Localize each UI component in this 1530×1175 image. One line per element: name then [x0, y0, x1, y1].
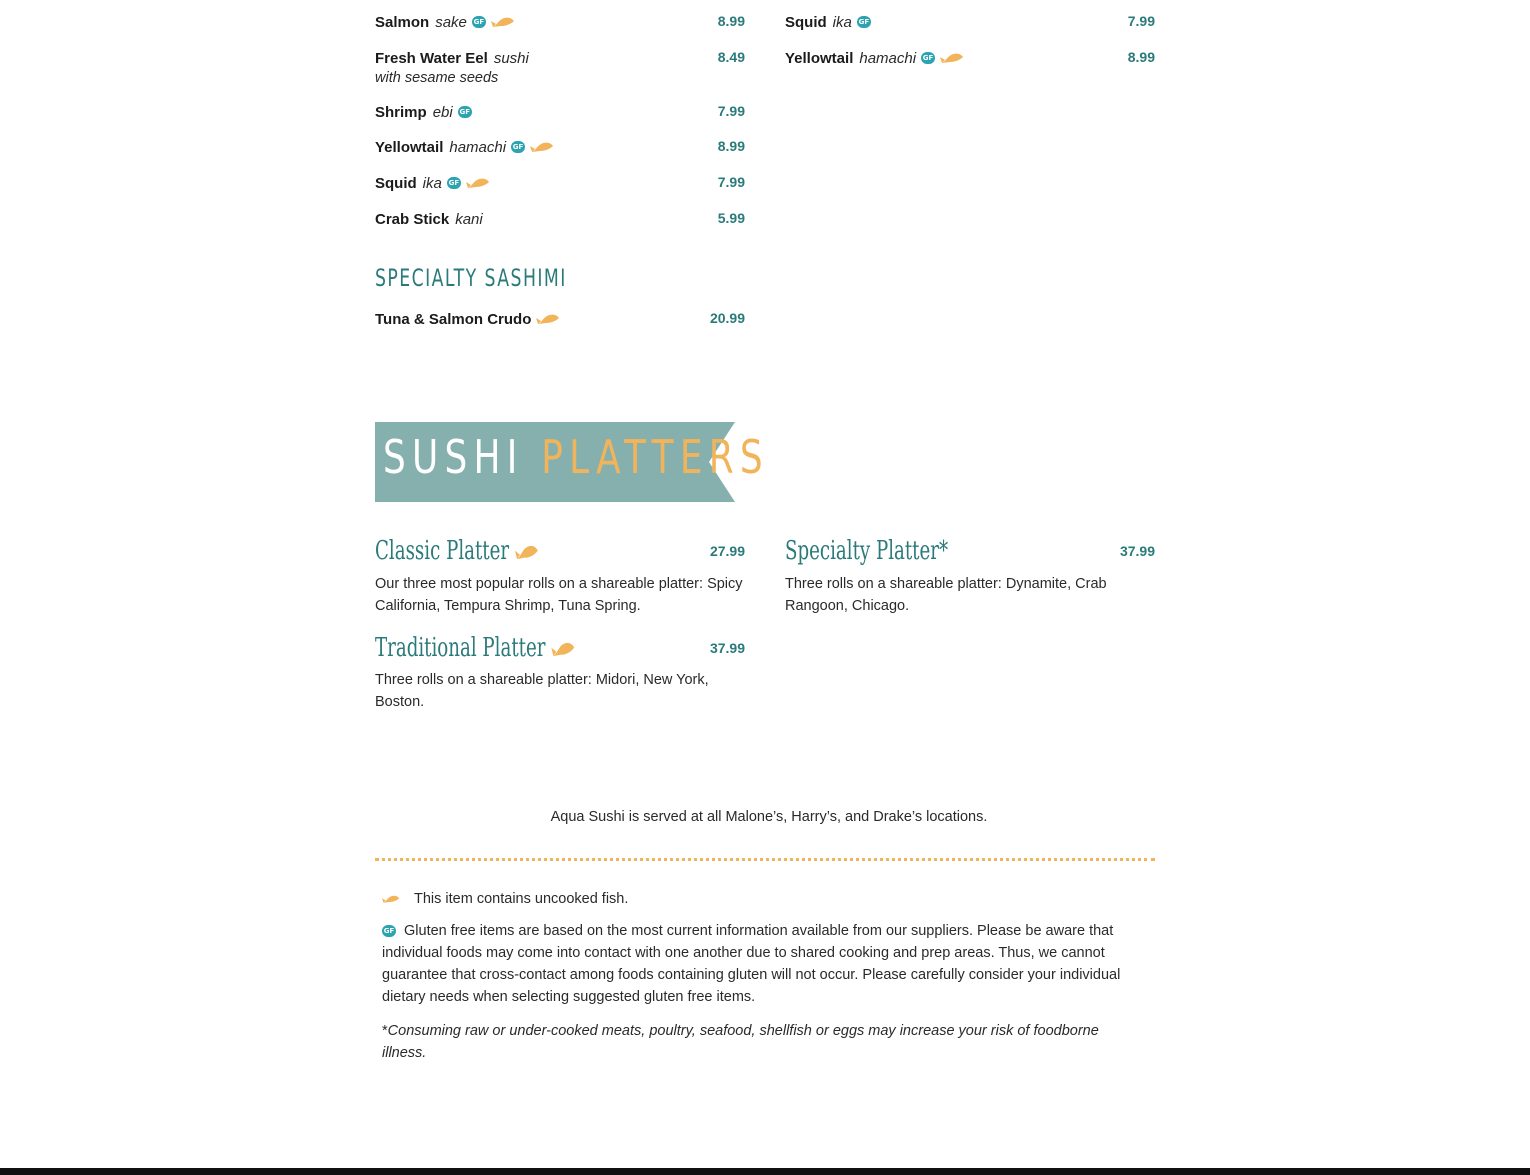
gluten-free-icon: GF — [858, 18, 870, 26]
menu-item-shrimp — [375, 101, 472, 123]
gluten-free-icon: GF — [459, 108, 470, 116]
menu-item-yellowtail — [785, 47, 964, 69]
platter-title-classic — [375, 536, 539, 566]
legend-fish-text: This item contains uncooked fish. — [414, 891, 629, 907]
item-name: Yellowtail — [785, 49, 854, 67]
platter-description: Three rolls on a shareable platter: Midori, New York, Boston. — [375, 672, 709, 710]
item-japanese-name: hamachi — [859, 49, 917, 67]
item-name: Squid — [375, 174, 417, 192]
item-japanese-name: hamachi — [449, 138, 507, 156]
item-price: 8.49 — [717, 49, 745, 65]
menu-item-tuna-salmon-crudo — [375, 308, 560, 330]
gluten-free-icon: GF — [473, 18, 485, 26]
menu-item-salmon — [375, 11, 515, 33]
legend-raw-warning — [382, 1020, 1122, 1064]
legend-fish — [382, 888, 1157, 910]
banner-title — [383, 430, 769, 484]
raw-warning-text: Consuming raw or under-cooked meats, poultry, seafood, shellfish or eggs may increase your risk of foodborne illness. — [382, 1023, 1099, 1061]
footer-bar — [0, 1168, 1530, 1175]
uncooked-fish-icon — [382, 893, 400, 905]
menu-item-crab-stick — [375, 208, 483, 230]
uncooked-fish-icon — [466, 176, 490, 190]
legend-gf-text: Gluten free items are based on the most current information available from our suppliers. Please be aware that individual foods may come into contact with one another due to shared cooking and prep areas. Thus, we cannot guarantee that cross-contact among foods containing gluten will not occur. Please carefully consider your individual dietary needs when selecting suggested gluten free items. — [382, 923, 1121, 1005]
uncooked-fish-icon — [551, 639, 575, 659]
banner-word-sushi: SUSHI — [383, 430, 524, 484]
item-name: Squid — [785, 13, 827, 31]
gluten-free-icon: GF — [512, 143, 524, 151]
platter-name: Specialty Platter* — [785, 536, 949, 566]
asterisk-mark: * — [382, 1023, 388, 1039]
item-price: 7.99 — [717, 103, 745, 119]
gluten-free-icon: GF — [922, 54, 934, 62]
section-title-specialty-sashimi: SPECIALTY SASHIMI — [375, 264, 567, 292]
item-price: 7.99 — [717, 174, 745, 190]
item-price: 8.99 — [717, 138, 745, 154]
gluten-free-icon: GF — [383, 927, 395, 936]
item-name: Yellowtail — [375, 138, 444, 156]
item-name: Fresh Water Eel — [375, 49, 488, 67]
uncooked-fish-icon — [536, 312, 560, 326]
menu-item-squid — [375, 172, 490, 194]
item-japanese-name: ika — [832, 13, 852, 31]
uncooked-fish-icon — [491, 15, 515, 29]
platter-name: Traditional Platter — [375, 633, 546, 663]
platter-description: Our three most popular rolls on a shareable platter: Spicy California, Tempura Shrimp, Tuna Spring. — [375, 576, 743, 614]
item-japanese-name: ika — [422, 174, 442, 192]
banner-word-platters: PLATTERS — [541, 430, 769, 484]
uncooked-fish-icon — [515, 542, 539, 562]
item-name: Tuna & Salmon Crudo — [375, 310, 532, 328]
platter-title-traditional — [375, 633, 575, 663]
item-subtitle: with sesame seeds — [375, 70, 499, 86]
locations-note: Aqua Sushi is served at all Malone’s, Harry’s, and Drake’s locations. — [550, 809, 988, 825]
item-price: 5.99 — [717, 210, 745, 226]
item-japanese-name: sushi — [493, 49, 529, 67]
menu-item-squid — [785, 11, 871, 33]
platter-price: 27.99 — [709, 543, 745, 559]
item-name: Shrimp — [375, 103, 427, 121]
uncooked-fish-icon — [530, 140, 554, 154]
item-japanese-name: kani — [455, 210, 483, 228]
item-price: 7.99 — [1127, 13, 1155, 29]
item-price: 8.99 — [717, 13, 745, 29]
item-price: 8.99 — [1127, 49, 1155, 65]
item-name: Crab Stick — [375, 210, 450, 228]
gluten-free-icon: GF — [448, 179, 460, 187]
platter-title-specialty — [785, 536, 948, 566]
platter-name: Classic Platter — [375, 536, 510, 566]
menu-item-fresh-water-eel — [375, 47, 529, 69]
uncooked-fish-icon — [940, 51, 964, 65]
dotted-divider — [375, 858, 1155, 861]
item-japanese-name: ebi — [432, 103, 453, 121]
menu-item-yellowtail — [375, 136, 554, 158]
item-price: 20.99 — [709, 310, 745, 326]
item-name: Salmon — [375, 13, 430, 31]
platter-price: 37.99 — [1119, 543, 1155, 559]
legend-gluten-free — [382, 920, 1157, 1008]
platter-price: 37.99 — [709, 640, 745, 656]
item-japanese-name: sake — [435, 13, 467, 31]
platter-description: Three rolls on a shareable platter: Dynamite, Crab Rangoon, Chicago. — [785, 576, 1107, 614]
